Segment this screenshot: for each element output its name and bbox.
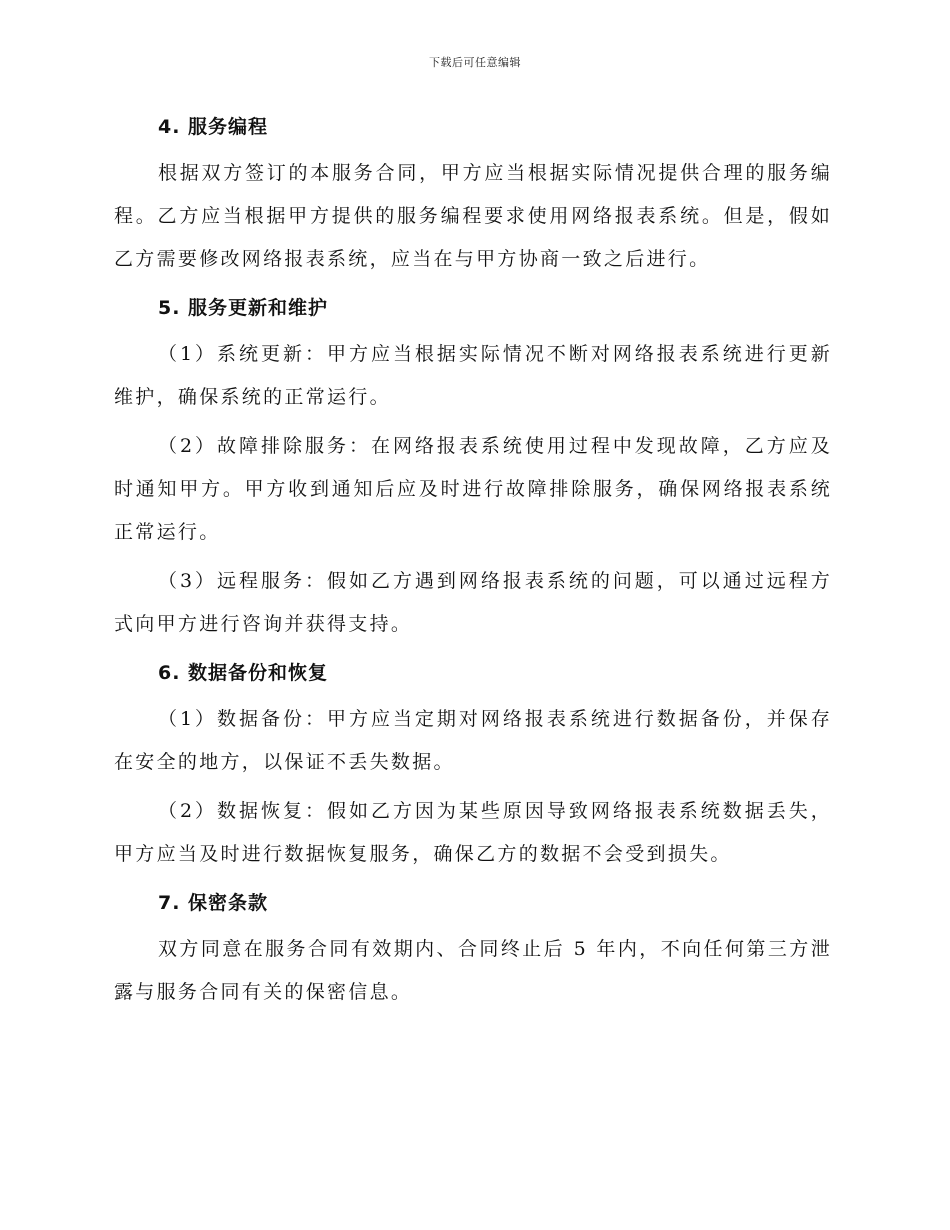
section-6-paragraph-1: （1）数据备份：甲方应当定期对网络报表系统进行数据备份，并保存在安全的地方，以保证不丢失数据。	[114, 708, 832, 773]
section-5-paragraph-2: （2）故障排除服务：在网络报表系统使用过程中发现故障，乙方应及时通知甲方。甲方收到通知后应及时进行故障排除服务，确保网络报表系统正常运行。	[114, 435, 832, 543]
page-header: 下载后可任意编辑	[429, 56, 521, 69]
section-heading-5: 5. 服务更新和维护	[158, 297, 329, 319]
section-7-paragraph-1: 双方同意在服务合同有效期内、合同终止后 5 年内，不向任何第三方泄露与服务合同有关的保密信息。	[114, 938, 832, 1003]
section-5-paragraph-3: （3）远程服务：假如乙方遇到网络报表系统的问题，可以通过远程方式向甲方进行咨询并获得支持。	[114, 570, 832, 635]
section-6-paragraph-2: （2）数据恢复：假如乙方因为某些原因导致网络报表系统数据丢失，甲方应当及时进行数据恢复服务，确保乙方的数据不会受到损失。	[114, 800, 832, 865]
section-5-paragraph-1: （1）系统更新：甲方应当根据实际情况不断对网络报表系统进行更新维护，确保系统的正常运行。	[114, 343, 832, 408]
section-heading-7: 7. 保密条款	[158, 892, 269, 914]
section-heading-4: 4. 服务编程	[158, 116, 269, 138]
document-body	[114, 108, 832, 1014]
section-heading-6: 6. 数据备份和恢复	[158, 662, 329, 684]
section-4-paragraph-1: 根据双方签订的本服务合同，甲方应当根据实际情况提供合理的服务编程。乙方应当根据甲方提供的服务编程要求使用网络报表系统。但是，假如乙方需要修改网络报表系统，应当在与甲方协商一致之后进行。	[114, 162, 832, 270]
